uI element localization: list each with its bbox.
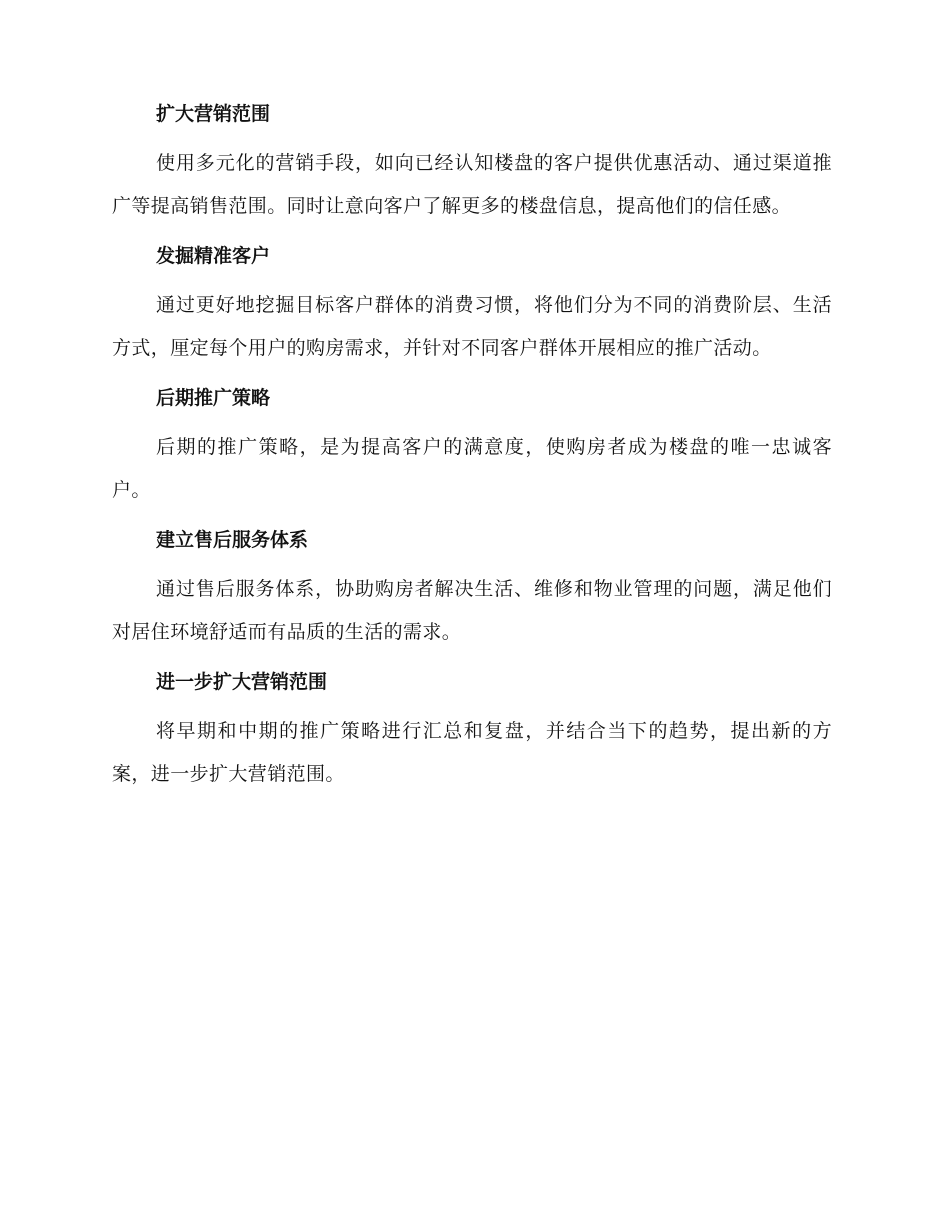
section-paragraph: 通过售后服务体系，协助购房者解决生活、维修和物业管理的问题，满足他们对居住环境舒适而有品质的生活的需求。 [112, 578, 832, 643]
section-further-expand [112, 668, 832, 796]
section-heading: 发掘精准客户 [156, 245, 271, 267]
document-page [112, 100, 832, 810]
section-expand-marketing [112, 100, 832, 228]
section-late-promotion [112, 384, 832, 512]
section-paragraph: 后期的推广策略，是为提高客户的满意度，使购房者成为楼盘的唯一忠诚客户。 [112, 436, 832, 501]
section-paragraph: 通过更好地挖掘目标客户群体的消费习惯，将他们分为不同的消费阶层、生活方式，厘定每个用户的购房需求，并针对不同客户群体开展相应的推广活动。 [112, 294, 832, 359]
section-heading: 后期推广策略 [156, 387, 271, 409]
section-heading: 建立售后服务体系 [156, 529, 309, 551]
section-after-sales [112, 526, 832, 654]
section-paragraph: 将早期和中期的推广策略进行汇总和复盘，并结合当下的趋势，提出新的方案，进一步扩大营销范围。 [112, 720, 832, 785]
section-heading: 进一步扩大营销范围 [156, 671, 328, 693]
section-paragraph: 使用多元化的营销手段，如向已经认知楼盘的客户提供优惠活动、通过渠道推广等提高销售范围。同时让意向客户了解更多的楼盘信息，提高他们的信任感。 [112, 152, 832, 217]
section-precise-customers [112, 242, 832, 370]
section-heading: 扩大营销范围 [156, 103, 271, 125]
